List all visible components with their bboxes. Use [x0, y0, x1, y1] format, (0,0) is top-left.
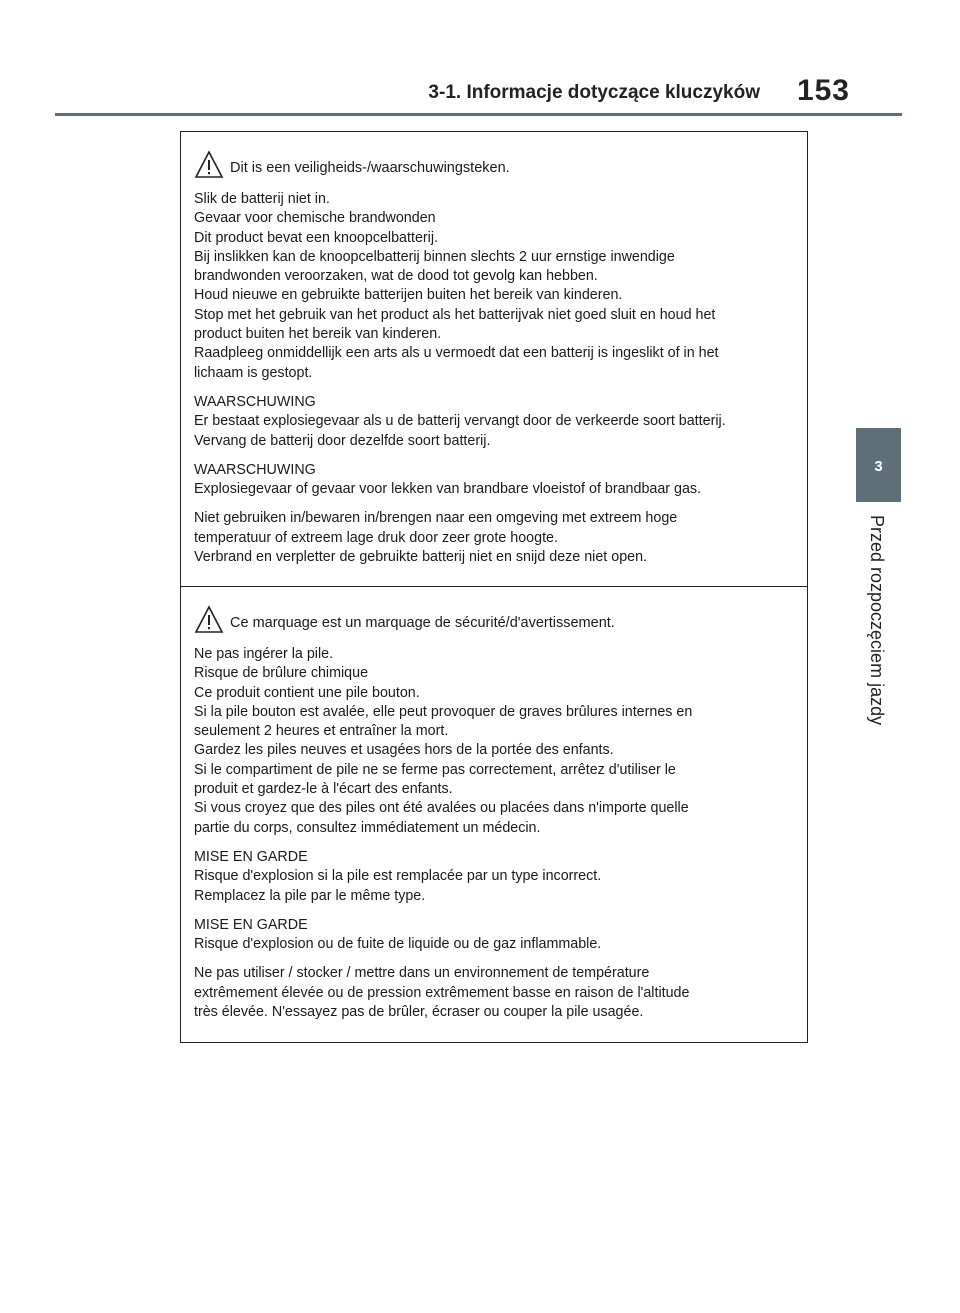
notice-line: product buiten het bereik van kinderen. — [194, 326, 442, 343]
notice-line: Verbrand en verpletter de gebruikte batterij niet en snijd deze niet open. — [194, 549, 648, 566]
warning-heading-text: Dit is een veiligheids-/waarschuwingsteken. — [230, 160, 510, 176]
notice-line: Ce produit contient une pile bouton. — [194, 684, 420, 701]
notice-line: Remplacez la pile par le même type. — [194, 887, 426, 904]
notice-line: Er bestaat explosiegevaar als u de batterij vervangt door de verkeerde soort batterij. — [194, 413, 726, 430]
notice-line: Stop met het gebruik van het product als het batterijvak niet goed sluit en houd het — [194, 306, 716, 323]
warning-triangle-icon — [194, 605, 224, 635]
notice-line: Vervang de batterij door dezelfde soort batterij. — [194, 432, 491, 449]
notice-line: WAARSCHUWING — [194, 393, 316, 410]
chapter-title: Przed rozpoczęciem jazdy — [867, 515, 887, 726]
notice-line: Risque d'explosion ou de fuite de liquide ou de gaz inflammable. — [194, 936, 602, 953]
notice-section-french — [181, 587, 807, 1042]
page-number: 153 — [796, 74, 850, 107]
notice-line: Risque de brûlure chimique — [194, 665, 369, 682]
notice-line: Raadpleeg onmiddellijk een arts als u vermoedt dat een batterij is ingeslikt of in het — [194, 345, 719, 362]
notice-line: produit et gardez-le à l'écart des enfants. — [194, 781, 453, 798]
notice-line: Si la pile bouton est avalée, elle peut provoquer de graves brûlures internes en — [194, 703, 693, 720]
notice-line: Ne pas ingérer la pile. — [194, 646, 334, 662]
notice-paragraph — [194, 461, 803, 500]
notice-line: Bij inslikken kan de knoopcelbatterij binnen slechts 2 uur ernstige inwendige — [194, 248, 675, 265]
notice-paragraph — [194, 916, 803, 955]
notice-line: Si vous croyez que des piles ont été avalées ou placées dans n'importe quelle — [194, 800, 689, 817]
notice-section-dutch — [181, 132, 807, 587]
notice-paragraph — [194, 848, 803, 906]
warning-heading — [194, 595, 803, 635]
notice-paragraph — [194, 190, 803, 383]
notice-line: Niet gebruiken in/bewaren in/brengen naar een omgeving met extreem hoge — [194, 510, 678, 527]
notice-line: Gevaar voor chemische brandwonden — [194, 210, 436, 227]
notice-line: partie du corps, consultez immédiatement un médecin. — [194, 819, 541, 836]
notice-line: seulement 2 heures et entraîner la mort. — [194, 723, 449, 740]
warning-heading — [194, 140, 803, 180]
notice-paragraph — [194, 509, 803, 567]
notice-line: MISE EN GARDE — [194, 916, 308, 933]
notice-line: très élevée. N'essayez pas de brûler, écraser ou couper la pile usagée. — [194, 1004, 644, 1021]
chapter-number: 3 — [874, 458, 883, 475]
section-title: 3-1. Informacje dotyczące kluczyków — [428, 82, 760, 103]
notice-line: Houd nieuwe en gebruikte batterijen buiten het bereik van kinderen. — [194, 287, 623, 304]
notice-line: Gardez les piles neuves et usagées hors de la portée des enfants. — [194, 742, 614, 759]
notice-line: Si le compartiment de pile ne se ferme pas correctement, arrêtez d'utiliser le — [194, 761, 676, 778]
notice-line: Explosiegevaar of gevaar voor lekken van brandbare vloeistof of brandbaar gas. — [194, 481, 702, 498]
notice-line: lichaam is gestopt. — [194, 364, 313, 381]
notice-line: brandwonden veroorzaken, wat de dood tot gevolg kan hebben. — [194, 268, 598, 285]
notice-line: Risque d'explosion si la pile est remplacée par un type incorrect. — [194, 868, 602, 885]
chapter-tab — [856, 428, 901, 502]
notice-paragraph — [194, 964, 803, 1022]
warning-heading-text: Ce marquage est un marquage de sécurité/d'avertissement. — [230, 615, 615, 631]
page-header — [0, 0, 960, 120]
notice-line: Slik de batterij niet in. — [194, 191, 330, 207]
warning-triangle-icon — [194, 150, 224, 180]
header-rule — [55, 113, 902, 116]
notice-paragraph — [194, 393, 803, 451]
notice-line: Ne pas utiliser / stocker / mettre dans un environnement de température — [194, 965, 650, 982]
battery-notice-box — [180, 131, 808, 1043]
notice-line: temperatuur of extreem lage druk door zeer grote hoogte. — [194, 529, 558, 546]
notice-line: Dit product bevat een knoopcelbatterij. — [194, 229, 438, 246]
notice-line: MISE EN GARDE — [194, 848, 308, 865]
notice-paragraph — [194, 645, 803, 838]
notice-line: WAARSCHUWING — [194, 461, 316, 478]
notice-line: extrêmement élevée ou de pression extrêmement basse en raison de l'altitude — [194, 984, 690, 1001]
